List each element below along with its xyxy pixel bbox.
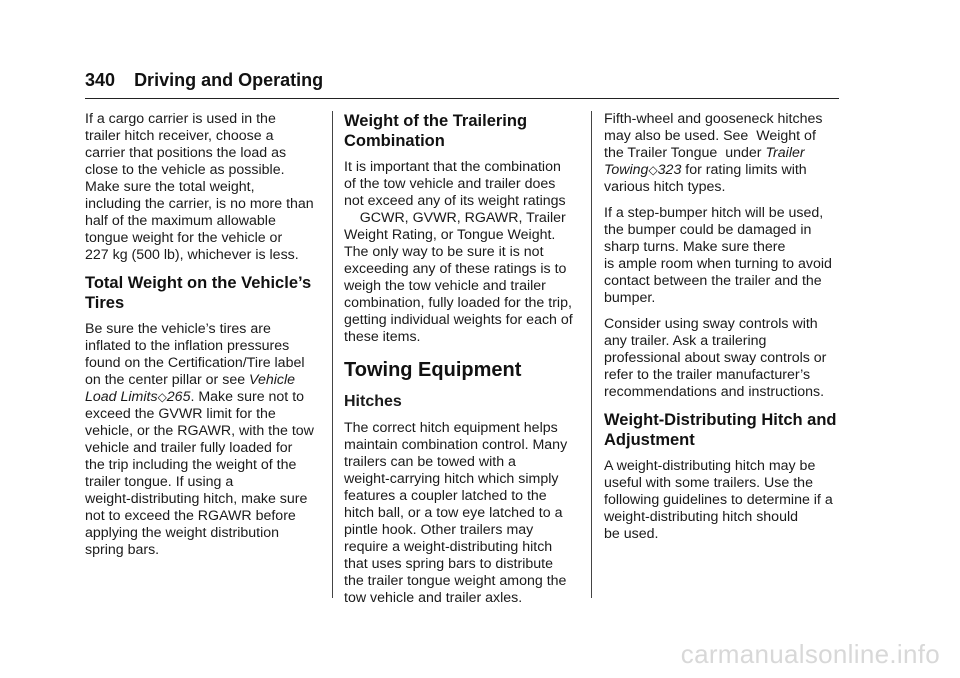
text-line [85, 372, 323, 389]
text-line: spring bars. [85, 542, 160, 558]
text-line: Weight Rating, or Tongue Weight. [344, 227, 556, 243]
text-line: pintle hook. Other trailers may [344, 522, 534, 538]
text-line: tow vehicle and trailer axles. [344, 590, 523, 606]
tires-paragraph [85, 321, 323, 559]
text-line: hitch ball, or a tow eye latched to a [344, 505, 563, 521]
text-run: on the center pillar or see [85, 372, 250, 388]
text-line: Consider using sway controls with [604, 316, 818, 332]
heading-total-weight [85, 273, 323, 313]
text-line: It is important that the combination [344, 159, 561, 175]
heading-weight-combination [344, 111, 582, 151]
column-2 [344, 111, 582, 616]
text-line: Be sure the vehicle’s tires are [85, 321, 271, 337]
page-ref-number[interactable]: 323 [657, 162, 682, 178]
text-line: Fifth-wheel and gooseneck hitches [604, 111, 823, 127]
text-line: that uses spring bars to distribute [344, 556, 553, 572]
page-ref-arrow-icon: ◇ [157, 390, 167, 404]
text-line: getting individual weights for each of [344, 312, 573, 328]
text-line: carrier that positions the load as [85, 145, 287, 161]
text-line: 227 kg (500 lb), whichever is less. [85, 247, 299, 263]
heading-line: Total Weight on the Vehicle’s [85, 274, 312, 292]
text-line: A weight-distributing hitch may be [604, 458, 816, 474]
column-divider-2 [591, 111, 592, 598]
text-line: weigh the tow vehicle and trailer [344, 278, 546, 294]
wdh-paragraph [604, 458, 842, 543]
text-run: for rating limits with [681, 162, 807, 178]
text-line: applying the weight distribution [85, 525, 280, 541]
text-line: not to exceed the RGAWR before [85, 508, 296, 524]
text-line: weight-distributing hitch, make sure [85, 491, 308, 507]
text-line: professional about sway controls or [604, 350, 827, 366]
text-line: refer to the trailer manufacturer’s [604, 367, 811, 383]
heading-weight-distributing-hitch [604, 410, 842, 450]
link-load-limits[interactable]: Load Limits [85, 389, 158, 405]
text-line: the trip including the weight of the [85, 457, 297, 473]
text-line: may also be used. See Weight of [604, 128, 816, 144]
page-ref-arrow-icon: ◇ [648, 163, 658, 177]
text-line: trailer hitch receiver, choose a [85, 128, 274, 144]
heading-line: Adjustment [604, 431, 695, 449]
step-bumper-paragraph [604, 205, 842, 307]
text-run: . Make sure not to [190, 389, 305, 405]
fifth-wheel-paragraph [604, 111, 842, 196]
column-3 [604, 111, 842, 552]
cargo-carrier-paragraph [85, 111, 323, 264]
text-line: these items. [344, 329, 421, 345]
text-line: tongue weight for the vehicle or [85, 230, 283, 246]
page-number: 340 [85, 70, 116, 90]
text-line [604, 162, 842, 179]
heading-towing-equipment: Towing Equipment [344, 359, 522, 381]
section-title: Driving and Operating [134, 70, 324, 90]
text-line: vehicle, or the RGAWR, with the tow [85, 423, 314, 439]
text-line: bumper. [604, 290, 656, 306]
text-line [85, 389, 323, 406]
text-line: sharp turns. Make sure there [604, 239, 786, 255]
text-line: the trailer tongue weight among the [344, 573, 567, 589]
text-line: GCWR, GVWR, RGAWR, Trailer [344, 210, 566, 226]
link-vehicle[interactable]: Vehicle [249, 372, 296, 388]
text-line: any trailer. Ask a trailering [604, 333, 767, 349]
text-line: vehicle and trailer fully loaded for [85, 440, 293, 456]
header-rule [85, 98, 839, 99]
text-line: exceeding any of these ratings is to [344, 261, 567, 277]
text-run: the Trailer Tongue under [604, 145, 766, 161]
text-line: half of the maximum allowable [85, 213, 276, 229]
text-line: features a coupler latched to the [344, 488, 547, 504]
text-line: The only way to be sure it is not [344, 244, 544, 260]
text-line: weight-distributing hitch should [604, 509, 799, 525]
text-line: useful with some trailers. Use the [604, 475, 813, 491]
combination-paragraph [344, 159, 582, 346]
column-1 [85, 111, 323, 568]
text-line: of the tow vehicle and trailer does [344, 176, 556, 192]
text-line: including the carrier, is no more than [85, 196, 314, 212]
heading-line: Combination [344, 132, 445, 150]
heading-line: Weight-Distributing Hitch and [604, 411, 837, 429]
text-line: maintain combination control. Many [344, 437, 568, 453]
text-line: trailer tongue. If using a [85, 474, 234, 490]
heading-line: Tires [85, 294, 125, 312]
text-line: following guidelines to determine if a [604, 492, 833, 508]
text-line: inflated to the inflation pressures [85, 338, 290, 354]
text-line: combination, fully loaded for the trip, [344, 295, 572, 311]
text-line: the bumper could be damaged in [604, 222, 812, 238]
page-header [85, 70, 323, 91]
text-line: weight-carrying hitch which simply [344, 471, 559, 487]
text-line: If a cargo carrier is used in the [85, 111, 276, 127]
text-line: close to the vehicle as possible. [85, 162, 285, 178]
text-line: If a step-bumper hitch will be used, [604, 205, 824, 221]
heading-line: Weight of the Trailering [344, 112, 528, 130]
text-line: various hitch types. [604, 179, 726, 195]
watermark: carmanualsonline.info [680, 639, 940, 669]
column-divider-1 [332, 111, 333, 598]
text-line: recommendations and instructions. [604, 384, 825, 400]
text-line: found on the Certification/Tire label [85, 355, 305, 371]
text-line: be used. [604, 526, 659, 542]
text-line: Make sure the total weight, [85, 179, 255, 195]
text-line [604, 145, 842, 162]
sway-controls-paragraph [604, 316, 842, 401]
heading-hitches: Hitches [344, 393, 402, 410]
link-towing[interactable]: Towing [604, 162, 649, 178]
hitches-paragraph [344, 420, 582, 607]
text-line: contact between the trailer and the [604, 273, 822, 289]
text-line: exceed the GVWR limit for the [85, 406, 276, 422]
link-trailer[interactable]: Trailer [765, 145, 805, 161]
text-line: require a weight-distributing hitch [344, 539, 553, 555]
text-line: The correct hitch equipment helps [344, 420, 558, 436]
text-line: trailers can be towed with a [344, 454, 516, 470]
page-ref-number[interactable]: 265 [166, 389, 191, 405]
text-line: is ample room when turning to avoid [604, 256, 832, 272]
text-line: not exceed any of its weight ratings [344, 193, 566, 209]
